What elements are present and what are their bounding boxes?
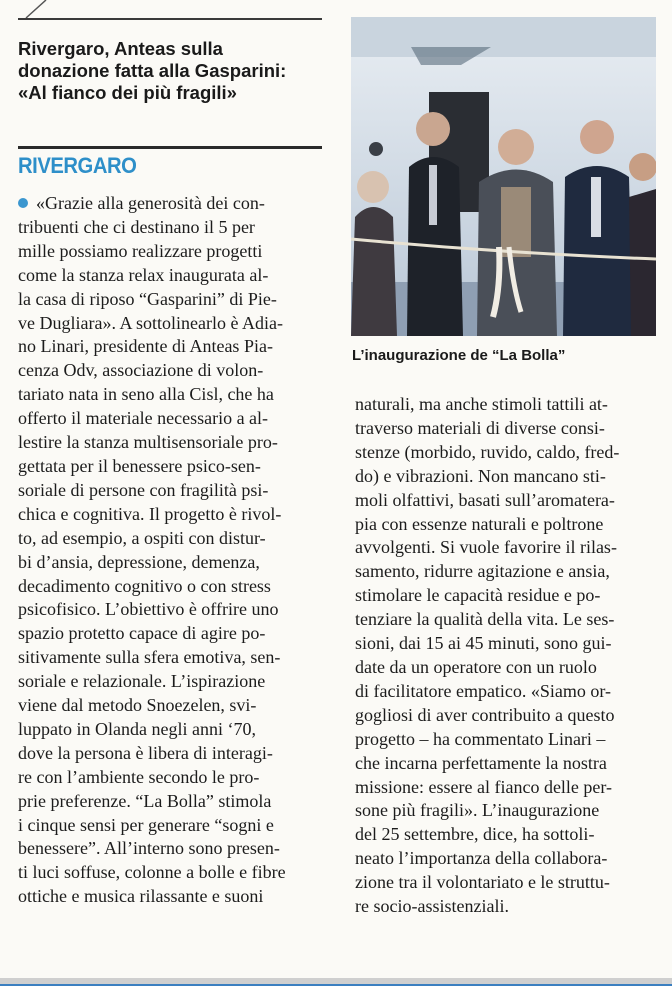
body-text-line: viene dal metodo Snoezelen, svi- (18, 695, 257, 716)
body-column-left (18, 192, 324, 909)
body-text-line: re con l’ambiente secondo le pro- (18, 766, 260, 787)
body-text-line: come la stanza relax inaugurata al- (18, 264, 269, 285)
body-text-line: di facilitatore empatico. «Siamo or- (355, 680, 612, 701)
body-text-line: ottiche e musica rilassante e suoni (18, 886, 264, 907)
body-text-line: stimolare le capacità residue e po- (355, 585, 601, 606)
body-text-line: progetto – ha commentato Linari – (355, 728, 606, 749)
corner-decoration (18, 0, 48, 20)
body-text-line: stenze (morbido, ruvido, caldo, fred- (355, 441, 620, 462)
body-text-line: psicofisico. L’obiettivo è offrire uno (18, 599, 279, 620)
body-text-line: traverso materiali di diverse consi- (355, 417, 605, 438)
body-text-line: gettata per il benessere psico-sen- (18, 455, 261, 476)
body-text-line: decadimento cognitivo o con stress (18, 575, 271, 596)
body-text-line: avvolgenti. Si vuole favorire il rilas- (355, 537, 617, 558)
body-text-line: moli olfattivi, basati sull’aromatera- (355, 489, 615, 510)
section-rule (18, 146, 322, 149)
body-text-line: to, ad esempio, a ospiti con distur- (18, 527, 266, 548)
body-text-line (18, 192, 324, 216)
body-text-line: del 25 settembre, dice, ha sottoli- (355, 824, 595, 845)
body-text-line: benessere”. All’interno sono presen- (18, 838, 280, 859)
body-text-line: i cinque sensi per generare “sogni e (18, 814, 274, 835)
body-text-line: dove la persona è libera di interagi- (18, 742, 273, 763)
body-text-line: pia con essenze naturali e poltrone (355, 513, 604, 534)
body-text-line: sitivamente sulla sfera emotiva, sen- (18, 647, 281, 668)
top-rule (18, 18, 322, 20)
headline-line: donazione fatta alla Gasparini: (18, 60, 287, 81)
body-text-line: ve Dugliara». A sottolinearlo è Adia- (18, 312, 283, 333)
body-column-right (355, 393, 655, 919)
body-text-line: samento, ridurre agitazione e ansia, (355, 561, 610, 582)
body-text-line: neato l’importanza della collabora- (355, 848, 608, 869)
body-text-line: naturali, ma anche stimoli tattili at- (355, 394, 608, 414)
body-text-line: mille possiamo realizzare progetti (18, 240, 263, 261)
body-text-line: no Linari, presidente di Anteas Pia- (18, 336, 273, 357)
body-text-line: sioni, dai 15 ai 45 minuti, sono gui- (355, 633, 612, 654)
body-text-line: spazio protetto capace di agire po- (18, 623, 266, 644)
body-text-line: offerto il materiale necessario a al- (18, 408, 269, 429)
body-text-first: «Grazie alla generosità dei con- (36, 193, 265, 213)
photo-caption: L’inaugurazione de “La Bolla” (352, 347, 566, 364)
location-kicker: RIVERGARO (18, 153, 137, 178)
headline-line: «Al fianco dei più fragili» (18, 82, 237, 103)
headline-line: Rivergaro, Anteas sulla (18, 38, 223, 59)
body-text-line: la casa di riposo “Gasparini” di Pie- (18, 288, 277, 309)
body-text-line: zione tra il volontariato e le struttu- (355, 872, 610, 893)
body-text-line: tribuenti che ci destinano il 5 per (18, 216, 255, 237)
body-text-line: luppato in Olanda negli anni ‘70, (18, 718, 256, 739)
body-text-line: cenza Odv, associazione di volon- (18, 360, 264, 381)
article-headline (18, 38, 328, 104)
body-text-line: tenziare la qualità della vita. Le ses- (355, 609, 615, 630)
body-text-line: prie preferenze. “La Bolla” stimola (18, 790, 272, 811)
body-text-line: re socio-assistenziali. (355, 896, 509, 917)
body-text-line: bi d’ansia, depressione, demenza, (18, 551, 260, 572)
inauguration-photo (351, 17, 656, 336)
body-text-line: ti luci soffuse, colonne a bolle e fibre (18, 862, 286, 883)
body-text-line: do) e vibrazioni. Non mancano sti- (355, 465, 606, 486)
body-text-line: sone più fragili». L’inaugurazione (355, 800, 600, 821)
body-text-line: soriale e relazionale. L’ispirazione (18, 671, 266, 692)
body-text-line: chica e cognitiva. Il progetto è rivol- (18, 503, 282, 524)
body-text-line: date da un operatore con un ruolo (355, 656, 597, 677)
bullet-dot-icon (18, 198, 28, 208)
body-text-line: gogliosi di aver contribuito a questo (355, 704, 615, 725)
body-text-line: tariato nata in seno alla Cisl, che ha (18, 384, 274, 405)
body-text-line: soriale di persone con fragilità psi- (18, 479, 269, 500)
body-text-line: lestire la stanza multisensoriale pro- (18, 432, 278, 453)
body-text-line: che incarna perfettamente la nostra (355, 752, 607, 773)
body-text-line: missione: essere al fianco delle per- (355, 776, 613, 797)
